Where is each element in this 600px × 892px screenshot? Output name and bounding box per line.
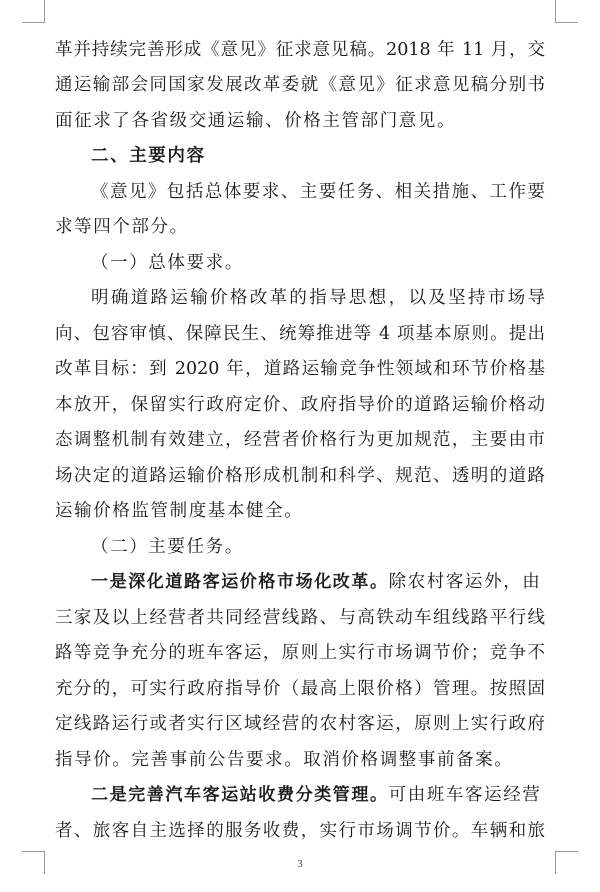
- body-line: 改革目标：到 2020 年，道路运输竞争性领域和环节价格基: [55, 359, 545, 379]
- body-line: [55, 567, 545, 597]
- body-line: 向、包容审慎、保障民生、统筹推进等 4 项基本原则。提出: [55, 324, 545, 344]
- body-line: 求等四个部分。: [55, 217, 189, 237]
- body-line: 本放开，保留实行政府定价、政府指导价的道路运输价格动: [55, 395, 545, 415]
- body-line: 者、旅客自主选择的服务收费，实行市场调节价。车辆和旅: [55, 821, 545, 841]
- body-line: 充分的，可实行政府指导价（最高上限价格）管理。按照固: [55, 679, 545, 699]
- bold-lead-text: 一是深化道路客运价格市场化改革。: [91, 572, 389, 592]
- crop-mark-top-left: [22, 0, 45, 23]
- body-line: 三家及以上经营者共同经营线路、与高铁动车组线路平行线: [55, 608, 545, 628]
- body-line: 《意见》包括总体要求、主要任务、相关措施、工作要: [91, 182, 545, 202]
- body-line: 定线路运行或者实行区域经营的农村客运，原则上实行政府: [55, 714, 545, 734]
- body-line: 态调整机制有效建立，经营者价格行为更加规范，主要由市: [55, 430, 545, 450]
- body-line: 路等竞争充分的班车客运，原则上实行市场调节价；竞争不: [55, 643, 545, 663]
- subsection-heading: （一）总体要求。: [91, 253, 244, 273]
- body-line: 运输价格监管制度基本健全。: [55, 501, 304, 521]
- body-line: 通运输部会同国家发展改革委就《意见》征求意见稿分别书: [55, 75, 545, 95]
- section-heading: 二、主要内容: [91, 146, 206, 166]
- body-line: 指导价。完善事前公告要求。取消价格调整事前备案。: [55, 750, 514, 770]
- body-line: 革并持续完善形成《意见》征求意见稿。2018 年 11 月，交: [55, 40, 545, 60]
- body-line: 面征求了各省级交通运输、价格主管部门意见。: [55, 111, 457, 131]
- body-line: 明确道路运输价格改革的指导思想，以及坚持市场导: [91, 288, 545, 308]
- body-text-run: 除农村客运外，由: [388, 572, 542, 592]
- body-line: 场决定的道路运输价格形成机制和科学、规范、透明的道路: [55, 466, 545, 486]
- body-text-run: 可由班车客运经营: [388, 785, 542, 805]
- body-line: [55, 780, 545, 810]
- page-number: 3: [297, 858, 303, 870]
- bold-lead-text: 二是完善汽车客运站收费分类管理。: [91, 785, 389, 805]
- crop-mark-top-right: [555, 0, 578, 23]
- subsection-heading: （二）主要任务。: [91, 537, 244, 557]
